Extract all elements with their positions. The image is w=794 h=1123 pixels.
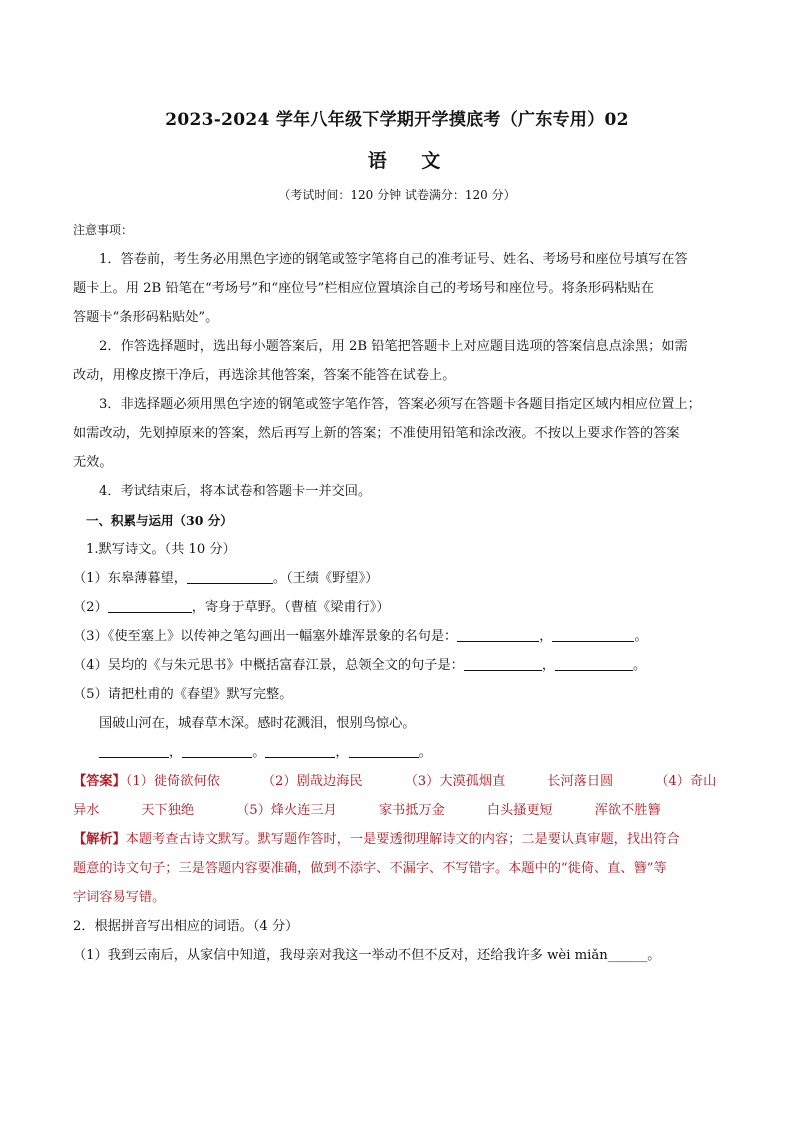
answer-blank[interactable] [464, 656, 542, 671]
answer-blank[interactable] [555, 656, 633, 671]
sub-text: ， [169, 745, 183, 760]
sub-text: 。 [634, 629, 648, 644]
sub-text: 。 [633, 658, 647, 673]
answer-item: （1）徙倚欲何依 [125, 774, 220, 789]
sub-text: 。（王绩《野望》） [272, 571, 379, 586]
answer-item: 异水 [73, 803, 100, 818]
question-1-stem: 1.默写诗文。（共 10 分） [86, 542, 236, 557]
exam-body [73, 216, 723, 970]
sub-text: （1）东皋薄暮望， [73, 571, 187, 586]
question-1-sub-2 [73, 593, 723, 622]
answer-line-1 [73, 767, 723, 796]
poem-blanks [73, 738, 723, 767]
poem-text: 国破山河在，城春草木深。感时花溅泪，恨别鸟惊心。 [99, 716, 416, 731]
answer-blank[interactable] [182, 743, 252, 758]
answer-item: （5）烽火连三月 [236, 803, 337, 818]
answer-blank[interactable] [99, 743, 169, 758]
answer-item: （3）大漠孤烟直 [404, 774, 506, 789]
notice-line: 3．非选择题必须用黑色字迹的钢笔或签字笔作答，答案必须写在答题卡各题目指定区域内相应位置上； [99, 397, 701, 412]
notice-line: 如需改动，先划掉原来的答案，然后再写上新的答案；不准使用铅笔和涂改液。不按以上要求作答的答案 [73, 426, 680, 441]
answer-blank[interactable] [265, 743, 335, 758]
answer-line-2 [73, 796, 723, 825]
notice-line: 题卡上。用 2B 铅笔在“考场号”和“座位号”栏相应位置填涂自己的考场号和座位号。将条形码粘贴在 [73, 281, 654, 296]
sub-text: 。 [252, 745, 266, 760]
sub-text: （3）《使至塞上》以传神之笔勾画出一幅塞外雄浑景象的名句是： [73, 629, 458, 644]
answer-blank[interactable] [349, 743, 419, 758]
notice-line: 无效。 [73, 455, 113, 470]
answer-item: 长河落日圆 [547, 774, 614, 789]
question-1-sub-5: （5）请把杜甫的《春望》默写完整。 [73, 687, 293, 702]
answer-blank[interactable] [457, 627, 539, 642]
analysis-line-1 [73, 825, 723, 854]
answer-blank[interactable] [552, 627, 634, 642]
sub-text: （2） [73, 600, 108, 615]
analysis-text: 本题考查古诗文默写。默写题作答时，一是要透彻理解诗文的内容；二是要认真审题，找出符合 [125, 832, 680, 847]
notice-line: 4．考试结束后，将本试卷和答题卡一并交回。 [99, 484, 372, 499]
notice-line: 答题卡“条形码粘贴处”。 [73, 310, 219, 325]
analysis-label: 【解析】 [73, 832, 126, 847]
question-1-sub-1 [73, 564, 723, 593]
answer-item: 浑欲不胜簪 [594, 803, 661, 818]
answer-item: （2）剧哉边海民 [261, 774, 363, 789]
notice-line: 1．答卷前，考生务必用黑色字迹的钢笔或签字笔将自己的准考证号、姓名、考场号和座位号填写在答 [99, 252, 688, 267]
answer-blank[interactable] [108, 598, 192, 613]
notice-heading: 注意事项： [73, 223, 134, 237]
answer-item: 天下独绝 [141, 803, 195, 818]
analysis-line-2: 题意的诗文句子；三是答题内容要准确，做到不添字、不漏字、不写错字。本题中的“徙倚、直、簪”等 [73, 861, 667, 876]
answer-item: 白头搔更短 [486, 803, 553, 818]
question-2-sub-1: （1）我到云南后，从家信中知道，我母亲对我这一举动不但不反对，还给我许多 wèi miǎn______。 [73, 948, 661, 963]
time-info: （考试时间：120 分钟 试卷满分：120 分） [278, 188, 516, 202]
sub-text: ， [335, 745, 349, 760]
sub-text: 。 [418, 745, 432, 760]
analysis-line-3: 字词容易写错。 [73, 890, 166, 905]
sub-text: ， [539, 629, 553, 644]
question-1-sub-3 [73, 622, 723, 651]
answer-blank[interactable] [187, 569, 273, 584]
answer-item: （4）奇山 [655, 774, 717, 789]
notice-line: 2．作答选择题时，选出每小题答案后，用 2B 铅笔把答题卡上对应题目选项的答案信息点涂黑；如需 [99, 339, 688, 354]
question-1-sub-4 [73, 651, 723, 680]
question-2-stem: 2．根据拼音写出相应的词语。（4 分） [73, 919, 299, 934]
sub-text: ， [541, 658, 556, 673]
sub-text: （4）吴均的《与朱元思书》中概括富春江景，总领全文的句子是： [73, 658, 464, 673]
sub-text: ，寄身于草野。（曹植《梁甫行》） [191, 600, 390, 615]
answer-item: 家书抵万金 [378, 803, 445, 818]
section-heading: 一、积累与运用（30 分） [86, 513, 233, 528]
notice-line: 改动，用橡皮擦干净后，再选涂其他答案，答案不能答在试卷上。 [73, 368, 456, 383]
answer-label: 【答案】 [73, 774, 126, 789]
subject-title: 语 文 [367, 150, 455, 172]
exam-title: 2023-2024 学年八年级下学期开学摸底考（广东专用）02 [165, 110, 629, 130]
